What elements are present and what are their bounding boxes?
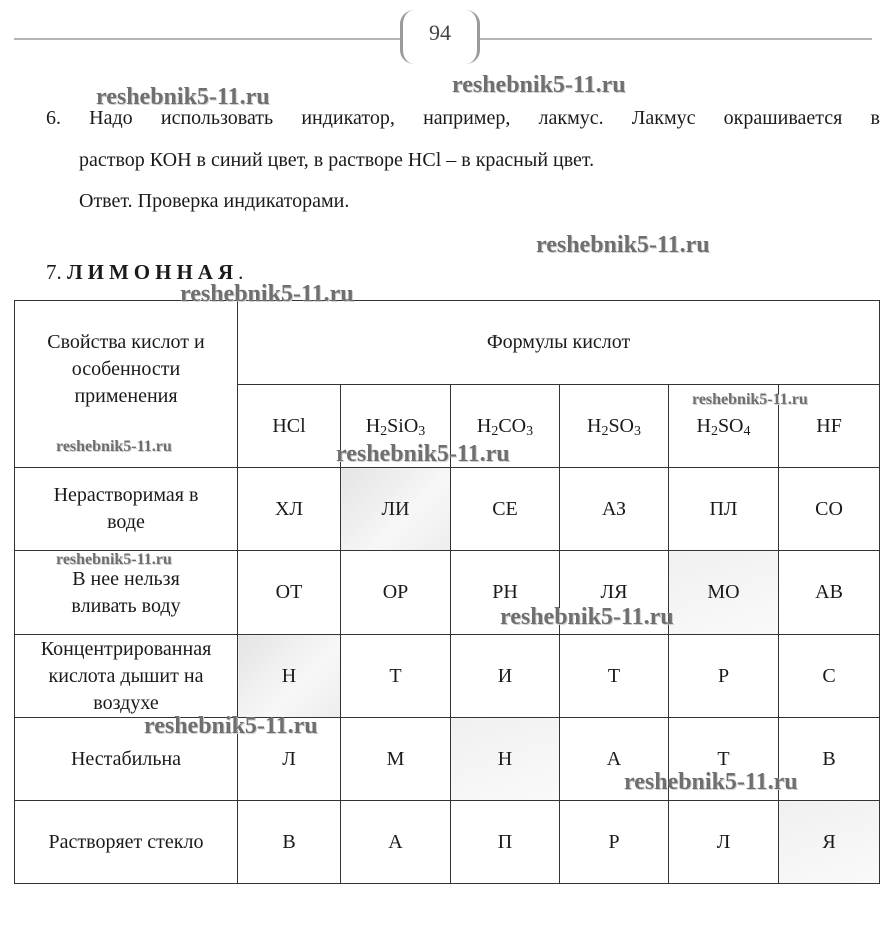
row-label-line: Растворяет стекло [48, 830, 204, 853]
corner-line: применения [74, 384, 178, 407]
table-cell: Н [238, 635, 341, 718]
table-cell: РН [451, 551, 560, 635]
item7-word: ЛИМОННАЯ [67, 260, 239, 284]
table-cell: ОТ [238, 551, 341, 635]
row-label-cell [15, 468, 238, 551]
table-cell: ПЛ [669, 468, 779, 551]
acid-formula: HF [816, 414, 842, 437]
corner-line: Свойства кислот и [47, 330, 205, 353]
row-label-line: воде [107, 511, 145, 533]
formula-part: SO [608, 414, 635, 437]
watermark: reshebnik5-11.ru [452, 72, 626, 98]
table-cell: ЛЯ [560, 551, 669, 635]
table-cell: МО [669, 551, 779, 635]
table-cell: Л [669, 801, 779, 884]
page-number: 94 [429, 20, 451, 45]
row-label-line: вливать воду [71, 594, 181, 617]
watermark: reshebnik5-11.ru [536, 232, 710, 258]
acid-formula: HCl [272, 414, 306, 437]
table-cell: П [451, 801, 560, 884]
acid-formula-cell [560, 385, 669, 468]
table-cell: Я [779, 801, 880, 884]
row-label-line: воздухе [93, 691, 159, 714]
table-cell: В [238, 801, 341, 884]
formula-part: SiO [387, 414, 419, 437]
table-cell: ЛИ [341, 468, 451, 551]
table-cell: ХЛ [238, 468, 341, 551]
table-cell: А [560, 718, 669, 801]
item7-end: . [238, 260, 244, 284]
table-cell: АВ [779, 551, 880, 635]
acid-formula-cell [238, 385, 341, 468]
row-label-line: Нестабильна [70, 747, 182, 770]
formula-header-cell: Формулы кислот [238, 301, 880, 385]
formula-subscript: 3 [418, 423, 426, 439]
table-cell: Т [341, 635, 451, 718]
watermark: reshebnik5-11.ru [500, 604, 674, 630]
row-label-line: кислота дышит на [48, 664, 204, 687]
formula-part: H [696, 414, 711, 437]
formula-part: SO [717, 414, 744, 437]
table-cell: Н [451, 718, 560, 801]
item6-answer: Ответ. Проверка индикаторами. [79, 190, 350, 212]
watermark: reshebnik5-11.ru [336, 441, 510, 467]
table-cell: Р [669, 635, 779, 718]
table-cell: АЗ [560, 468, 669, 551]
watermark: reshebnik5-11.ru [624, 769, 798, 795]
row-label-cell [15, 635, 238, 718]
header-rule-left [14, 38, 400, 40]
watermark: reshebnik5-11.ru [180, 281, 354, 307]
watermark: reshebnik5-11.ru [56, 551, 172, 568]
table-cell: Р [560, 801, 669, 884]
table-cell: СО [779, 468, 880, 551]
formula-subscript: 2 [491, 423, 499, 439]
table-cell: ОР [341, 551, 451, 635]
table-cell: Л [238, 718, 341, 801]
formula-part: H [586, 414, 602, 437]
watermark: reshebnik5-11.ru [96, 84, 270, 110]
formula-subscript: 2 [380, 423, 388, 439]
watermark: reshebnik5-11.ru [144, 713, 318, 739]
formula-subscript: 2 [710, 423, 718, 439]
header-rule-right [480, 38, 872, 40]
formula-part: H [476, 414, 492, 437]
row-label-line: Концентрированная [40, 637, 212, 660]
corner-line: особенности [71, 357, 181, 380]
table-cell: И [451, 635, 560, 718]
table-cell: В [779, 718, 880, 801]
formula-subscript: 3 [526, 423, 534, 439]
formula-subscript: 2 [601, 423, 609, 439]
table-cell: Т [560, 635, 669, 718]
watermark: reshebnik5-11.ru [56, 438, 172, 455]
table-cell: А [341, 801, 451, 884]
item6-line1: 6. Надо использовать индикатор, например, лакмус. Лакмус окрашивается в [46, 107, 880, 129]
formula-subscript: 4 [743, 423, 751, 439]
watermark: reshebnik5-11.ru [692, 391, 808, 408]
table-cell: С [779, 635, 880, 718]
item6-line2: раствор КОН в синий цвет, в растворе HCl – в красный цвет. [79, 149, 595, 171]
table-cell: СЕ [451, 468, 560, 551]
table-cell: Т [669, 718, 779, 801]
row-label-line: В нее нельзя [72, 567, 180, 590]
formula-part: CO [498, 414, 527, 437]
item7-number: 7. [46, 260, 62, 284]
formula-part: H [365, 414, 381, 437]
table-cell: М [341, 718, 451, 801]
row-label-line: Нерастворимая в [53, 484, 199, 506]
acid-properties-table [14, 300, 880, 884]
formula-subscript: 3 [634, 423, 642, 439]
row-label-cell [15, 801, 238, 884]
